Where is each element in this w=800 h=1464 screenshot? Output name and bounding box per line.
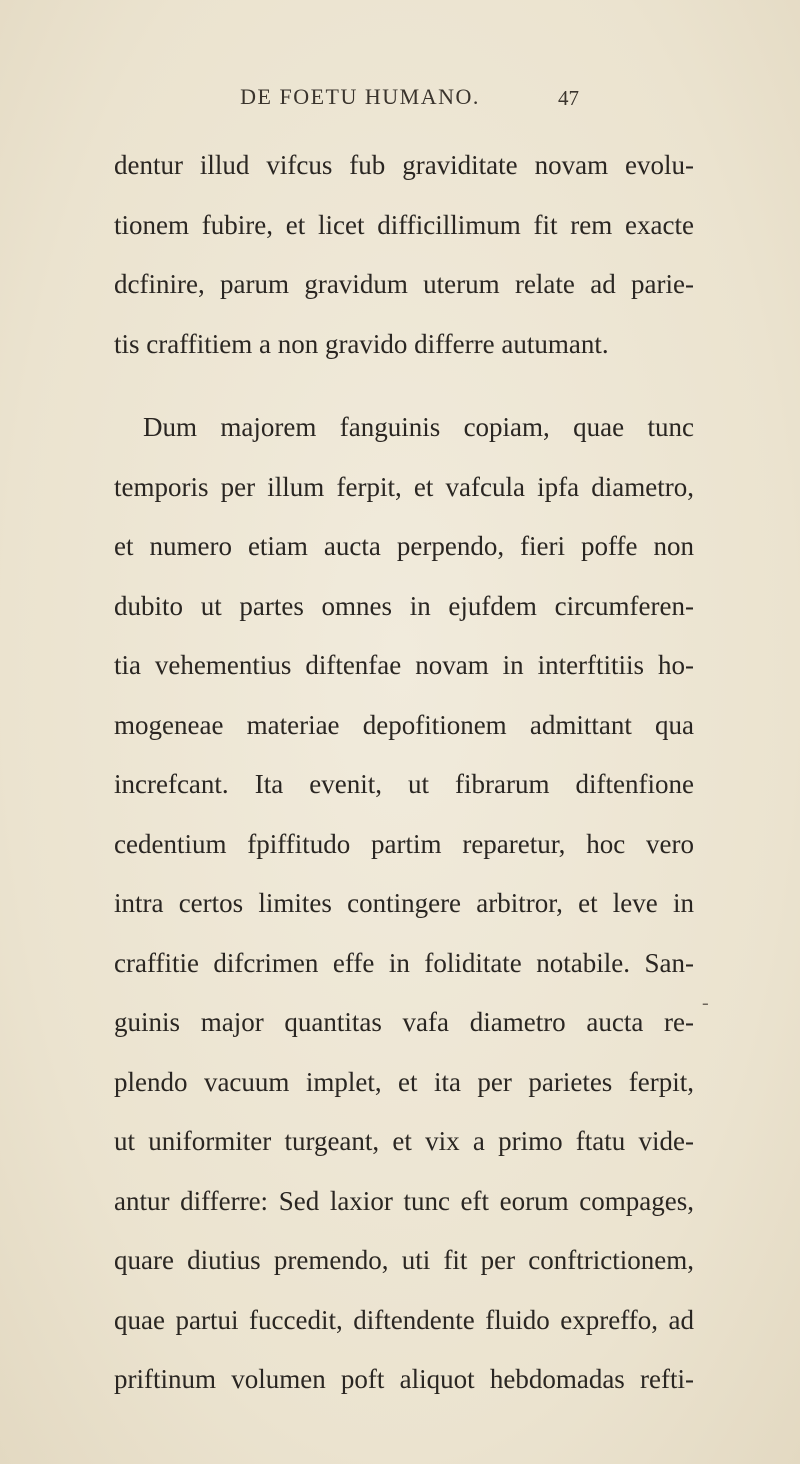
text-line: Dum majorem fanguinis copiam, quae tunc xyxy=(143,412,694,442)
running-title: DE FOETU HUMANO. xyxy=(240,84,480,109)
paragraph-2 xyxy=(114,398,694,1410)
text-line: temporis per illum ferpit, et vafcula ipfa diametro, xyxy=(114,471,694,502)
page-number: 47 xyxy=(558,86,579,110)
paragraph-gap xyxy=(114,374,694,398)
text-line: tia vehementius diftenfae novam in interftitiis ho- xyxy=(114,650,694,680)
margin-mark: - xyxy=(702,992,709,1014)
text-line: quare diutius premendo, uti fit per conftrictionem, xyxy=(114,1245,694,1275)
running-head xyxy=(0,84,800,114)
text-line: tionem fubire, et licet difficillimum fit rem exacte xyxy=(114,209,694,240)
text-line: plendo vacuum implet, et ita per parietes ferpit, xyxy=(114,1066,694,1097)
text-line: tis craffitiem a non gravido differre autumant. xyxy=(114,328,609,359)
text-line: dcfinire, parum gravidum uterum relate ad parie- xyxy=(114,269,694,299)
text-line: dubito ut partes omnes in ejufdem circumferen- xyxy=(114,590,694,621)
text-line: mogeneae materiae depofitionem admittant qua xyxy=(114,709,694,740)
text-line: craffitie difcrimen effe in foliditate notabile. San- xyxy=(114,947,694,978)
text-line: dentur illud vifcus fub graviditate novam evolu- xyxy=(114,150,694,180)
text-line: increfcant. Ita evenit, ut fibrarum diftenfione xyxy=(114,769,694,799)
text-line: priftinum volumen poft aliquot hebdomadas refti- xyxy=(114,1364,694,1394)
body-text xyxy=(114,136,694,1410)
text-line: quae partui fuccedit, diftendente fluido expreffo, ad xyxy=(114,1304,694,1335)
paragraph-1 xyxy=(114,136,694,374)
text-line: et numero etiam aucta perpendo, fieri poffe non xyxy=(114,531,694,561)
text-line: antur differre: Sed laxior tunc eft eorum compages, xyxy=(114,1185,694,1216)
text-line: cedentium fpiffitudo partim reparetur, hoc vero xyxy=(114,828,694,859)
text-line: guinis major quantitas vafa diametro aucta re- xyxy=(114,1007,694,1037)
text-line: intra certos limites contingere arbitror, et leve in xyxy=(114,888,694,918)
text-line: ut uniformiter turgeant, et vix a primo ftatu vide- xyxy=(114,1126,694,1156)
